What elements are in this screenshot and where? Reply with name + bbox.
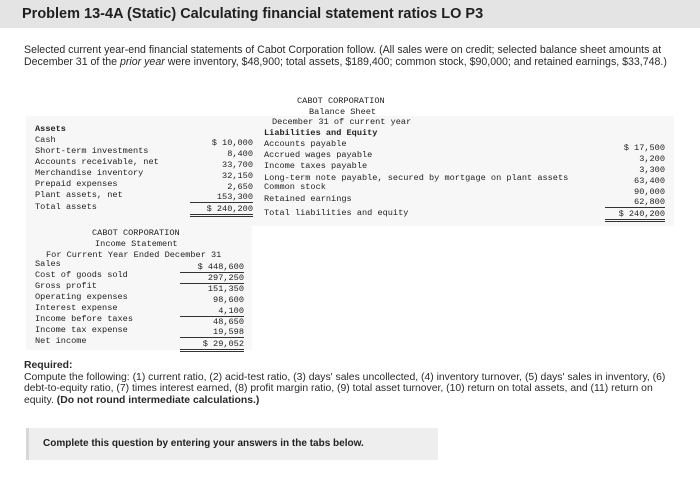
intro-text-2: were inventory, $48,900; total assets, $189,400; common stock, $90,000; and retained earnings, $33,748.) [164, 56, 667, 68]
bs-company: CABOT CORPORATION [297, 96, 385, 106]
asset-value: 33,700 [222, 160, 253, 170]
asset-label: Cash [35, 135, 56, 145]
liability-label: Long-term note payable, secured by mortgage on plant assets [264, 173, 569, 183]
asset-value: 2,650 [227, 181, 253, 192]
equity-value: 90,000 [634, 187, 665, 197]
asset-value: 32,150 [222, 171, 253, 181]
asset-value: 153,300 [190, 192, 253, 203]
is-value: 4,100 [180, 306, 244, 317]
liability-value: 63,400 [634, 176, 665, 186]
required-body: Compute the following: (1) current ratio, (2) acid-test ratio, (3) days' sales uncollected, (4) inventory turnover, (5) days' sales in inventory, (6) debt-to-equity ratio, (7) times interest earned, (8) profit margin ratio, (9) total asset turnover, (10) return on total assets, and (11) return on equity. [24, 371, 666, 406]
bs-date: December 31 of current year [272, 117, 412, 127]
liability-value: $ 17,500 [623, 143, 665, 153]
bs-assets-header: Assets [35, 124, 66, 134]
liability-label: Accrued wages payable [264, 150, 373, 160]
is-title: Income Statement [95, 239, 178, 249]
liability-value: 3,300 [639, 165, 665, 175]
is-value: 151,350 [207, 284, 244, 294]
intro-italic: prior year [120, 56, 165, 68]
liability-label: Income taxes payable [264, 161, 368, 171]
liability-label: Accounts payable [264, 139, 347, 149]
is-label: Operating expenses [35, 292, 128, 302]
is-value: $ 448,600 [180, 262, 244, 273]
asset-label: Prepaid expenses [35, 179, 118, 189]
required-text [24, 372, 676, 407]
is-label: Interest expense [35, 303, 118, 313]
is-company: CABOT CORPORATION [92, 228, 180, 238]
page-title: Problem 13-4A (Static) Calculating financial statement ratios LO P3 [0, 0, 700, 28]
is-period: For Current Year Ended December 31 [46, 250, 222, 260]
is-value: 297,250 [180, 273, 244, 284]
asset-label: Merchandise inventory [35, 168, 144, 178]
intro-text-1: Selected current year-end financial statements of Cabot Corporation follow. (All sales were on credit; selected balance sheet amounts at December 31 of the [24, 44, 662, 68]
is-label: Gross profit [35, 281, 97, 291]
is-label: Income tax expense [35, 325, 128, 335]
asset-value: $ 10,000 [211, 138, 253, 148]
asset-label: Total assets [35, 202, 97, 212]
is-label: Cost of goods sold [35, 270, 128, 280]
liability-value: 3,200 [639, 154, 665, 164]
required-heading: Required: [24, 360, 73, 371]
is-label: Net income [35, 336, 87, 346]
is-label: Sales [35, 259, 61, 269]
is-value: 98,600 [213, 295, 244, 305]
bs-title: Balance Sheet [309, 106, 377, 117]
equity-label: Common stock [264, 182, 326, 192]
required-section [24, 360, 676, 406]
total-liab-equity-label: Total liabilities and equity [264, 208, 409, 218]
asset-label: Short-term investments [35, 146, 149, 156]
asset-value: 8,400 [227, 149, 253, 159]
bs-liab-header: Liabilities and Equity [264, 127, 378, 138]
required-note: (Do not round intermediate calculations.) [56, 394, 260, 406]
problem-intro [24, 44, 684, 68]
asset-label: Accounts receivable, net [35, 157, 159, 167]
total-assets-value: $ 240,200 [190, 204, 253, 217]
net-income-value: $ 29,052 [180, 339, 244, 352]
total-liab-equity-value: $ 240,200 [605, 209, 665, 222]
is-value: 19,598 [180, 327, 244, 338]
is-label: Income before taxes [35, 314, 133, 324]
tabs-prompt: Complete this question by entering your answers in the tabs below. [26, 428, 438, 460]
is-value: 48,650 [213, 317, 244, 327]
equity-label: Retained earnings [264, 194, 352, 204]
asset-label: Plant assets, net [35, 190, 123, 200]
equity-value: 62,800 [605, 197, 665, 208]
